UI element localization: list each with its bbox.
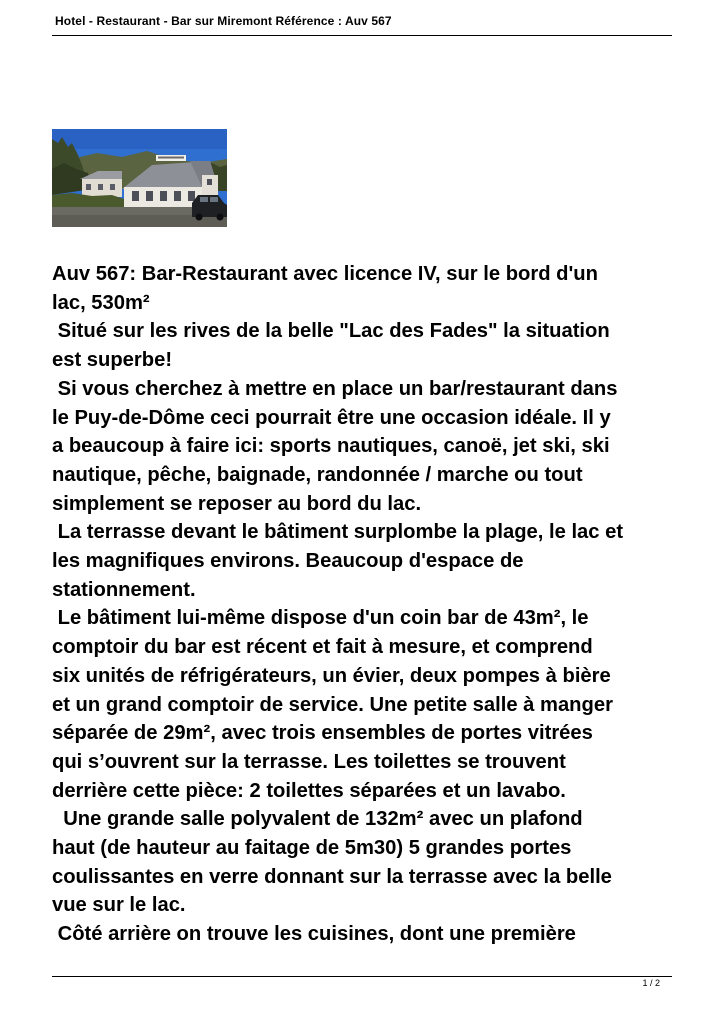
description-line: La terrasse devant le bâtiment surplombe la plage, le lac et	[52, 521, 624, 544]
description-line: simplement se reposer au bord du lac.	[52, 492, 422, 515]
description-line: le Puy-de-Dôme ceci pourrait être une occasion idéale. Il y	[52, 406, 611, 429]
description-line: lac, 530m²	[52, 291, 150, 314]
description-line: Auv 567: Bar-Restaurant avec licence IV, sur le bord d'un	[52, 263, 598, 285]
description-line: séparée de 29m², avec trois ensembles de portes vitrées	[52, 722, 593, 745]
description-line: coulissantes en verre donnant sur la terrasse avec la belle	[52, 865, 612, 888]
description-line: est superbe!	[52, 349, 173, 372]
footer-divider	[52, 976, 672, 977]
description-line: a beaucoup à faire ici: sports nautiques, canoë, jet ski, ski	[52, 435, 610, 458]
description-line: stationnement.	[52, 578, 196, 601]
listing-description	[52, 260, 676, 949]
description-line: Côté arrière on trouve les cuisines, dont une première	[52, 923, 576, 946]
description-line: Si vous cherchez à mettre en place un bar/restaurant dans	[52, 377, 618, 400]
description-line: Une grande salle polyvalent de 132m² avec un plafond	[52, 808, 583, 831]
description-line: Le bâtiment lui-même dispose d'un coin bar de 43m², le	[52, 607, 589, 630]
description-line: nautique, pêche, baignade, randonnée / marche ou tout	[52, 463, 583, 486]
description-line: derrière cette pièce: 2 toilettes séparées et un lavabo.	[52, 779, 566, 802]
document-title: Hotel - Restaurant - Bar sur Miremont Référence : Auv 567	[55, 14, 392, 28]
description-line: haut (de hauteur au faitage de 5m30) 5 grandes portes	[52, 837, 572, 860]
description-line: les magnifiques environs. Beaucoup d'espace de	[52, 550, 524, 573]
description-line: six unités de réfrigérateurs, un évier, deux pompes à bière	[52, 664, 611, 687]
description-line: vue sur le lac.	[52, 894, 186, 917]
description-line: Situé sur les rives de la belle "Lac des Fades" la situation	[52, 320, 610, 343]
page-number: 1 / 2	[642, 978, 660, 988]
description-line: comptoir du bar est récent et fait à mesure, et comprend	[52, 636, 593, 659]
header-divider	[52, 35, 672, 36]
description-line: qui s’ouvrent sur la terrasse. Les toilettes se trouvent	[52, 750, 566, 773]
description-line: et un grand comptoir de service. Une petite salle à manger	[52, 693, 613, 716]
building-by-lake-photo	[52, 129, 227, 227]
